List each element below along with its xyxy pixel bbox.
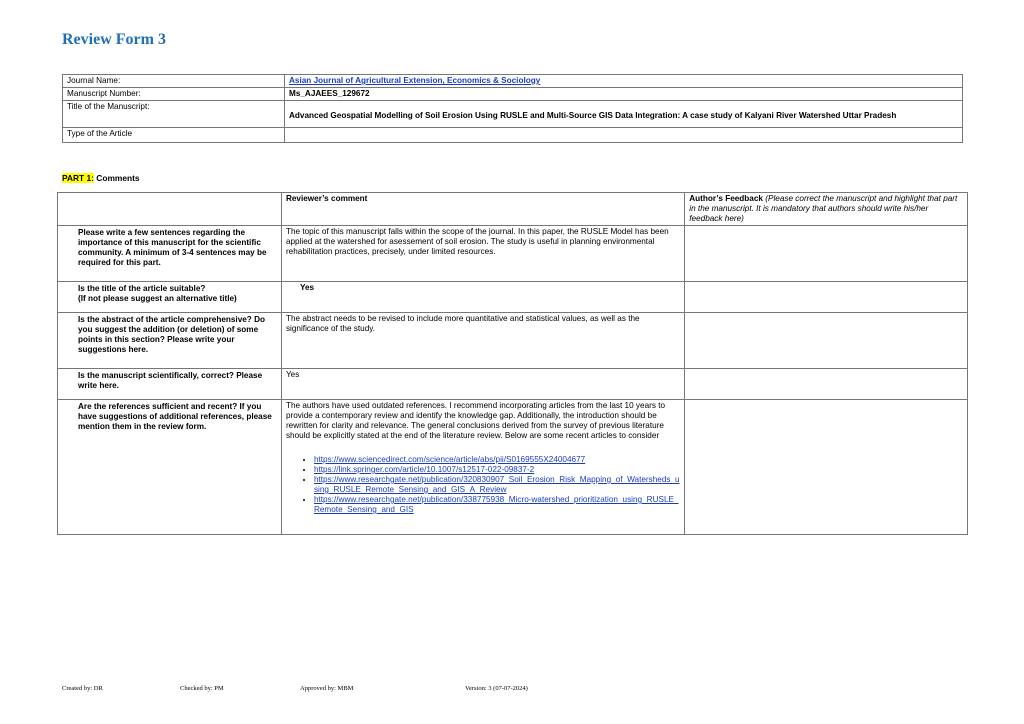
comment-row (58, 226, 968, 282)
author-feedback-importance[interactable] (685, 226, 968, 282)
manuscript-number-row (63, 88, 963, 101)
header-empty-cell (58, 193, 282, 226)
part1-heading (62, 173, 140, 183)
reviewer-comment-references (281, 400, 684, 535)
author-feedback-title[interactable] (685, 282, 968, 313)
comments-table (57, 192, 968, 535)
reviewer-comment-scientific: Yes (281, 369, 684, 400)
comments-header-row (58, 193, 968, 226)
reference-item (314, 495, 680, 515)
reviewer-comment-abstract: The abstract needs to be revised to include more quantitative and statistical values, as well as the significance of the study. (281, 313, 684, 369)
reviewer-comment-title: Yes (281, 282, 684, 313)
journal-label: Journal Name: (63, 75, 285, 88)
reference-link[interactable]: https://www.researchgate.net/publication/320830907_Soil_Erosion_Risk_Mapping_of_Watersheds_using_RUSLE_Remote_Sensing_and_GIS_A_Review (313, 475, 680, 494)
reviewer-comment-importance: The topic of this manuscript falls within the scope of the journal. In this paper, the RUSLE Model has been applied at the watershed for asessement of soil erosion. The study is useful in planning environmental rehabilitation practices, precisely, under limited resources. (281, 226, 684, 282)
footer-version: Version: 3 (07-07-2024) (465, 685, 528, 692)
reference-link-list (314, 455, 680, 515)
question-title-suitable: Is the title of the article suitable? (If not please suggest an alternative title) (58, 282, 282, 313)
manuscript-title-label: Title of the Manuscript: (63, 101, 285, 128)
question-importance: Please write a few sentences regarding the importance of this manuscript for the scientific community. A minimum of 3-4 sentences may be required for this part. (58, 226, 282, 282)
journal-value-cell (285, 75, 963, 88)
article-type-label: Type of the Article (63, 128, 285, 143)
reference-item (314, 455, 680, 465)
reference-item (314, 475, 680, 495)
footer-checked-by: Checked by: PM (180, 685, 224, 692)
header-author-feedback-bold: Author’s Feedback (689, 194, 763, 203)
comment-row (58, 400, 968, 535)
question-scientific: Is the manuscript scientifically, correct? Please write here. (58, 369, 282, 400)
comment-row (58, 313, 968, 369)
part1-label: PART 1: (62, 173, 94, 183)
manuscript-title-value: Advanced Geospatial Modelling of Soil Erosion Using RUSLE and Multi-Source GIS Data Integration: A case study of Kalyani River Watershed Uttar Pradesh (285, 101, 963, 128)
journal-row (63, 75, 963, 88)
article-type-row (63, 128, 963, 143)
author-feedback-scientific[interactable] (685, 369, 968, 400)
manuscript-title-row (63, 101, 963, 128)
manuscript-info-table (62, 74, 963, 143)
references-comment-text: The authors have used outdated references. I recommend incorporating articles from the last 10 years to provide a contemporary review and identify the knowledge gap. Additionally, the introduction should be rewritten for clarity and relevance. The general conclusions derived from the survey of previous literature should be explicitly stated at the end of the literature review. Below are some recent articles to consider (285, 401, 666, 440)
footer-approved-by: Approved by: MBM (300, 685, 354, 692)
question-references: Are the references sufficient and recent? If you have suggestions of additional references, please mention them in the review form. (58, 400, 282, 535)
comment-row (58, 282, 968, 313)
reference-item (314, 465, 680, 475)
form-title: Review Form 3 (62, 31, 166, 48)
header-author-feedback (685, 193, 968, 226)
journal-link[interactable]: Asian Journal of Agricultural Extension, Economics & Sociology (289, 76, 541, 85)
author-feedback-abstract[interactable] (685, 313, 968, 369)
header-author-feedback-note: (Please correct the manuscript and highlight that part in the manuscript. It is mandatory that authors should write his/her feedback here) (689, 194, 958, 223)
question-abstract: Is the abstract of the article comprehensive? Do you suggest the addition (or deletion) of some points in this section? Please write your suggestions here. (58, 313, 282, 369)
manuscript-number-value: Ms_AJAEES_129672 (285, 88, 963, 101)
manuscript-number-label: Manuscript Number: (63, 88, 285, 101)
comment-row (58, 369, 968, 400)
footer-created-by: Created by: DR (62, 685, 103, 692)
reference-link[interactable]: https://www.sciencedirect.com/science/article/abs/pii/S0169555X24004677 (313, 455, 586, 464)
header-reviewer-comment: Reviewer’s comment (281, 193, 684, 226)
article-type-value (285, 128, 963, 143)
reference-link[interactable]: https://link.springer.com/article/10.1007/s12517-022-09837-2 (313, 465, 535, 474)
author-feedback-references[interactable] (685, 400, 968, 535)
reference-link[interactable]: https://www.researchgate.net/publication/338775938_Micro-watershed_prioritization_using_RUSLE_Remote_Sensing_and_GIS (313, 495, 679, 514)
part1-title: Comments (93, 173, 140, 183)
